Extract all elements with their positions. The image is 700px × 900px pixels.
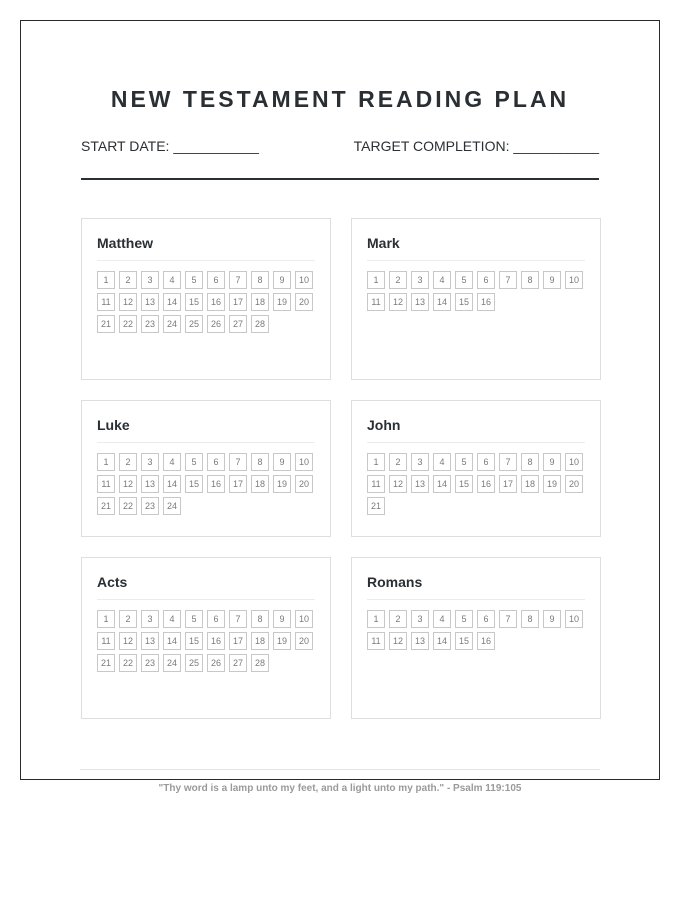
chapter-checkbox[interactable]: 1 [367,271,385,289]
chapter-checkbox[interactable]: 24 [163,315,181,333]
chapter-checkbox[interactable]: 28 [251,654,269,672]
target-completion-field: TARGET COMPLETION: ___________ [353,138,599,154]
chapter-checkbox[interactable]: 16 [207,475,225,493]
chapter-checkbox[interactable]: 19 [273,293,291,311]
chapter-checkbox[interactable]: 10 [565,610,583,628]
chapter-checkbox[interactable]: 14 [433,632,451,650]
chapter-checkbox[interactable]: 6 [207,610,225,628]
chapter-checkbox[interactable]: 9 [543,271,561,289]
chapter-checkbox[interactable]: 20 [295,632,313,650]
chapter-checkbox[interactable]: 2 [389,453,407,471]
chapter-checkbox[interactable]: 5 [185,271,203,289]
chapter-grid [367,271,583,311]
chapter-checkbox[interactable]: 9 [273,610,291,628]
start-date-field: START DATE: ___________ [81,138,259,154]
chapter-checkbox[interactable]: 3 [411,271,429,289]
chapter-checkbox[interactable]: 19 [543,475,561,493]
chapter-checkbox[interactable]: 14 [163,632,181,650]
date-row [81,138,599,180]
chapter-checkbox[interactable]: 15 [455,475,473,493]
chapter-checkbox[interactable]: 18 [521,475,539,493]
chapter-checkbox[interactable]: 12 [119,293,137,311]
chapter-checkbox[interactable]: 6 [477,610,495,628]
chapter-checkbox[interactable]: 21 [367,497,385,515]
chapter-checkbox[interactable]: 11 [97,475,115,493]
chapter-checkbox[interactable]: 27 [229,315,247,333]
book-card-matthew [81,218,331,380]
chapter-checkbox[interactable]: 10 [565,453,583,471]
chapter-checkbox[interactable]: 7 [499,271,517,289]
chapter-checkbox[interactable]: 8 [251,453,269,471]
book-title: Luke [97,417,315,443]
chapter-checkbox[interactable]: 16 [207,632,225,650]
book-title: Matthew [97,235,315,261]
chapter-checkbox[interactable]: 14 [433,475,451,493]
chapter-checkbox[interactable]: 2 [119,610,137,628]
chapter-checkbox[interactable]: 15 [455,632,473,650]
chapter-checkbox[interactable]: 7 [499,610,517,628]
chapter-checkbox[interactable]: 7 [229,610,247,628]
chapter-checkbox[interactable]: 7 [229,271,247,289]
chapter-checkbox[interactable]: 5 [455,271,473,289]
chapter-checkbox[interactable]: 28 [251,315,269,333]
chapter-checkbox[interactable]: 6 [477,271,495,289]
chapter-checkbox[interactable]: 9 [273,453,291,471]
chapter-checkbox[interactable]: 15 [455,293,473,311]
chapter-checkbox[interactable]: 1 [367,453,385,471]
chapter-checkbox[interactable]: 20 [295,293,313,311]
chapter-checkbox[interactable]: 4 [163,453,181,471]
chapter-checkbox[interactable]: 12 [119,475,137,493]
chapter-checkbox[interactable]: 1 [367,610,385,628]
chapter-checkbox[interactable]: 11 [367,475,385,493]
chapter-checkbox[interactable]: 4 [163,271,181,289]
chapter-checkbox[interactable]: 22 [119,497,137,515]
chapter-grid [367,453,583,515]
book-card-acts [81,557,331,719]
chapter-checkbox[interactable]: 19 [273,475,291,493]
chapter-checkbox[interactable]: 10 [295,610,313,628]
chapter-checkbox[interactable]: 2 [389,271,407,289]
chapter-checkbox[interactable]: 25 [185,654,203,672]
chapter-checkbox[interactable]: 18 [251,475,269,493]
chapter-checkbox[interactable]: 16 [477,475,495,493]
chapter-checkbox[interactable]: 13 [411,475,429,493]
chapter-checkbox[interactable]: 5 [455,453,473,471]
chapter-checkbox[interactable]: 16 [477,632,495,650]
chapter-checkbox[interactable]: 23 [141,654,159,672]
chapter-checkbox[interactable]: 16 [477,293,495,311]
chapter-checkbox[interactable]: 12 [389,632,407,650]
chapter-checkbox[interactable]: 17 [499,475,517,493]
chapter-checkbox[interactable]: 5 [455,610,473,628]
reading-plan-page [20,20,660,780]
chapter-checkbox[interactable]: 4 [433,610,451,628]
chapter-checkbox[interactable]: 13 [141,632,159,650]
book-title: Romans [367,574,585,600]
chapter-checkbox[interactable]: 9 [543,453,561,471]
book-title: John [367,417,585,443]
chapter-checkbox[interactable]: 6 [207,271,225,289]
chapter-checkbox[interactable]: 20 [295,475,313,493]
chapter-grid [367,610,583,650]
chapter-checkbox[interactable]: 12 [119,632,137,650]
chapter-checkbox[interactable]: 9 [543,610,561,628]
chapter-checkbox[interactable]: 6 [477,453,495,471]
chapter-checkbox[interactable]: 16 [207,293,225,311]
chapter-checkbox[interactable]: 21 [97,497,115,515]
chapter-checkbox[interactable]: 19 [273,632,291,650]
chapter-checkbox[interactable]: 7 [229,453,247,471]
chapter-checkbox[interactable]: 5 [185,453,203,471]
book-card-romans [351,557,601,719]
chapter-checkbox[interactable]: 1 [97,453,115,471]
chapter-checkbox[interactable]: 3 [141,610,159,628]
chapter-checkbox[interactable]: 24 [163,497,181,515]
chapter-checkbox[interactable]: 17 [229,475,247,493]
book-title: Mark [367,235,585,261]
chapter-grid [97,271,313,333]
chapter-checkbox[interactable]: 13 [141,475,159,493]
chapter-checkbox[interactable]: 20 [565,475,583,493]
chapter-checkbox[interactable]: 8 [251,610,269,628]
chapter-checkbox[interactable]: 26 [207,315,225,333]
chapter-checkbox[interactable]: 10 [295,271,313,289]
footer-verse: "Thy word is a lamp unto my feet, and a light unto my path." - Psalm 119:105 [158,783,522,794]
chapter-checkbox[interactable]: 22 [119,654,137,672]
chapter-checkbox[interactable]: 13 [411,293,429,311]
chapter-checkbox[interactable]: 8 [251,271,269,289]
chapter-checkbox[interactable]: 13 [141,293,159,311]
chapter-checkbox[interactable]: 3 [141,271,159,289]
chapter-checkbox[interactable]: 23 [141,497,159,515]
chapter-grid [97,610,313,672]
chapter-checkbox[interactable]: 17 [229,632,247,650]
chapter-checkbox[interactable]: 4 [163,610,181,628]
footer-divider [80,769,600,770]
chapter-checkbox[interactable]: 15 [185,293,203,311]
chapter-checkbox[interactable]: 14 [163,293,181,311]
chapter-checkbox[interactable]: 22 [119,315,137,333]
chapter-checkbox[interactable]: 8 [521,610,539,628]
chapter-checkbox[interactable]: 24 [163,654,181,672]
chapter-checkbox[interactable]: 11 [367,632,385,650]
chapter-checkbox[interactable]: 10 [295,453,313,471]
chapter-checkbox[interactable]: 1 [97,271,115,289]
chapter-checkbox[interactable]: 26 [207,654,225,672]
chapter-checkbox[interactable]: 23 [141,315,159,333]
chapter-checkbox[interactable]: 10 [565,271,583,289]
chapter-checkbox[interactable]: 6 [207,453,225,471]
chapter-checkbox[interactable]: 21 [97,315,115,333]
chapter-checkbox[interactable]: 25 [185,315,203,333]
chapter-checkbox[interactable]: 17 [229,293,247,311]
chapter-checkbox[interactable]: 14 [433,293,451,311]
chapter-checkbox[interactable]: 3 [411,453,429,471]
chapter-checkbox[interactable]: 8 [521,453,539,471]
chapter-checkbox[interactable]: 12 [389,293,407,311]
chapter-checkbox[interactable]: 2 [119,453,137,471]
chapter-checkbox[interactable]: 8 [521,271,539,289]
chapter-checkbox[interactable]: 11 [97,293,115,311]
chapter-checkbox[interactable]: 27 [229,654,247,672]
book-card-mark [351,218,601,380]
chapter-checkbox[interactable]: 2 [389,610,407,628]
chapter-checkbox[interactable]: 5 [185,610,203,628]
book-title: Acts [97,574,315,600]
chapter-checkbox[interactable]: 9 [273,271,291,289]
book-card-luke [81,400,331,537]
chapter-checkbox[interactable]: 4 [433,271,451,289]
chapter-checkbox[interactable]: 1 [97,610,115,628]
chapter-grid [97,453,313,515]
chapter-checkbox[interactable]: 11 [97,632,115,650]
chapter-checkbox[interactable]: 15 [185,632,203,650]
chapter-checkbox[interactable]: 18 [251,293,269,311]
chapter-checkbox[interactable]: 2 [119,271,137,289]
chapter-checkbox[interactable]: 3 [411,610,429,628]
page-title: NEW TESTAMENT READING PLAN [110,86,570,112]
chapter-checkbox[interactable]: 11 [367,293,385,311]
chapter-checkbox[interactable]: 21 [97,654,115,672]
book-card-john [351,400,601,537]
chapter-checkbox[interactable]: 14 [163,475,181,493]
chapter-checkbox[interactable]: 13 [411,632,429,650]
chapter-checkbox[interactable]: 3 [141,453,159,471]
chapter-checkbox[interactable]: 7 [499,453,517,471]
chapter-checkbox[interactable]: 18 [251,632,269,650]
chapter-checkbox[interactable]: 15 [185,475,203,493]
chapter-checkbox[interactable]: 12 [389,475,407,493]
chapter-checkbox[interactable]: 4 [433,453,451,471]
